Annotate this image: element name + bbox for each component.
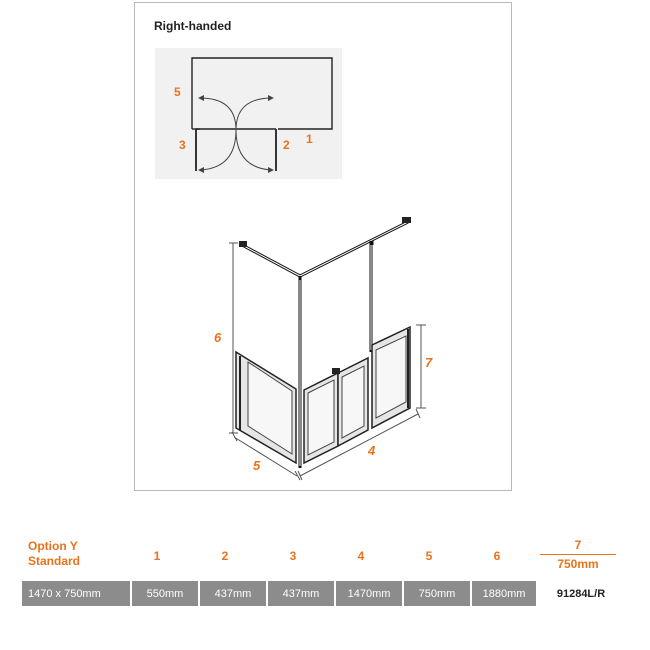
- iso-label-6: 6: [214, 330, 222, 345]
- cell-size: 1470 x 750mm: [22, 581, 130, 606]
- plan-label-5: 5: [174, 85, 181, 99]
- iso-label-4: 4: [368, 443, 376, 458]
- plan-label-3: 3: [179, 138, 186, 152]
- diagram-title: Right-handed: [154, 19, 232, 33]
- cell-1: 550mm: [132, 581, 198, 606]
- table-header-6: 6: [493, 549, 501, 563]
- table-header-3: 3: [289, 549, 297, 563]
- left-panel: [236, 352, 296, 463]
- rail-bracket-left: [239, 241, 247, 247]
- cell-2: 437mm: [200, 581, 266, 606]
- header7-top: 7: [574, 538, 582, 552]
- table-header-5: 5: [425, 549, 433, 563]
- door-handle: [332, 368, 340, 374]
- cell-6: 1880mm: [472, 581, 536, 606]
- iso-label-5: 5: [253, 458, 261, 473]
- cell-5: 750mm: [404, 581, 470, 606]
- header7-bottom: 750mm: [557, 557, 599, 571]
- iso-label-7: 7: [425, 355, 433, 370]
- cell-product-code: 91284L/R: [556, 587, 606, 600]
- option-label: Option Y: [28, 539, 78, 553]
- right-panel-a: [304, 373, 338, 463]
- rail-bracket-right: [402, 217, 411, 223]
- standard-label: Standard: [28, 554, 81, 568]
- table-header-1: 1: [153, 549, 161, 563]
- right-panel-b: [338, 358, 368, 446]
- cell-4: 1470mm: [336, 581, 402, 606]
- table-header-option: [28, 539, 80, 569]
- table-row: [22, 581, 628, 606]
- table-header-2: 2: [221, 549, 229, 563]
- plan-label-2: 2: [283, 138, 290, 152]
- table-header-4: 4: [357, 549, 365, 563]
- header7-divider: [540, 554, 616, 555]
- plan-label-1: 1: [306, 132, 313, 146]
- table-header-7: [540, 538, 616, 571]
- right-panel-c: [372, 327, 410, 428]
- cell-3: 437mm: [268, 581, 334, 606]
